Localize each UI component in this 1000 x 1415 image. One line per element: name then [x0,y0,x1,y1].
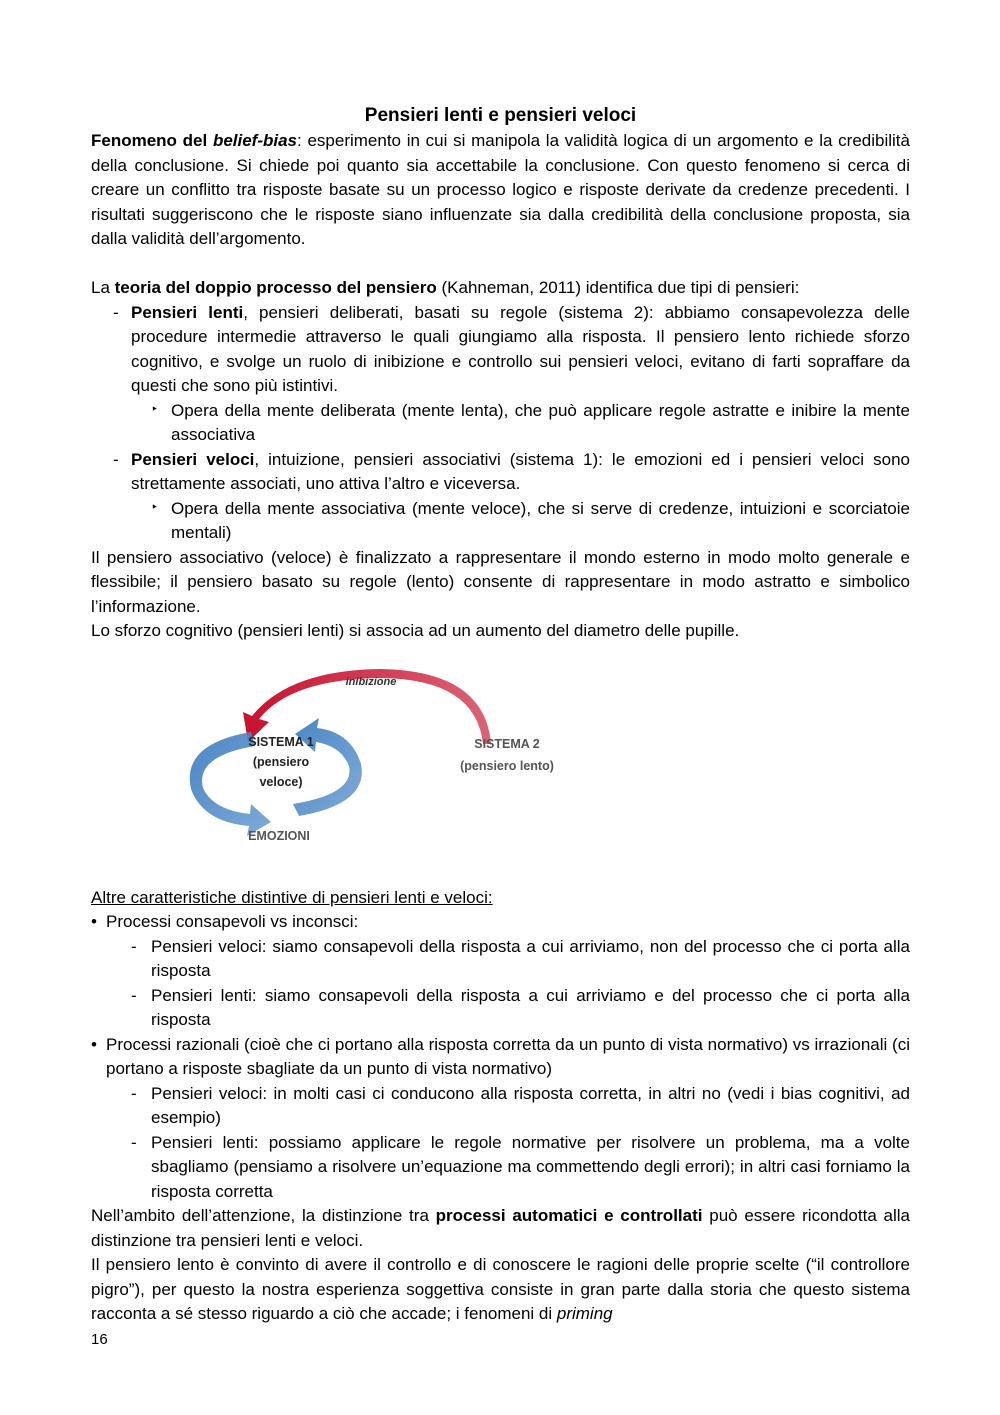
dash-marker: - [131,1083,137,1103]
list-item-conscious-fast [91,935,910,984]
system1-label: SISTEMA 1 [248,734,314,749]
rational-label: Processi razionali (cioè che ci portano alla risposta corretta da un punto di vista normativo) vs irrazionali (ci portano a risposte sbagliate da un punto di vista normativo) [106,1034,910,1078]
triangle-bullet-icon: ‣ [151,401,159,416]
system1-label: (pensiero [252,754,310,769]
bullet-marker: • [91,1034,97,1054]
list-item-fast [91,448,910,497]
fast-sub-text: Opera della mente associativa (mente veloce), che si serve di credenze, intuizioni e scorciatoie mentali) [171,498,910,542]
slow-text: , pensieri deliberati, basati su regole (sistema 2): abbiamo consapevolezza delle procedure intermedie attraverso le quali giungiamo alla risposta. Il pensiero lento richiede sforzo cognitivo, e svolge un ruolo di inibizione e controllo sui pensieri veloci, evitano di farti sopraffare da questi che sono più istintivi. [131,302,910,395]
list-item-conscious [91,910,910,935]
associative-paragraph: Il pensiero associativo (veloce) è finalizzato a rappresentare il mondo esterno in modo molto generale e flessibile; il pensiero basato su regole (lento) consente di rappresentare in modo astratto e simbolico l’informazione. [91,547,910,616]
attention-bold: processi automatici e controllati [435,1206,703,1225]
conscious-slow-text: Pensieri lenti: siamo consapevoli della risposta a cui arriviamo e del processo che ci porta alla risposta [151,985,910,1029]
dash-marker: - [131,1132,137,1152]
belief-bias-term: belief-bias [212,131,298,150]
conscious-fast-text: Pensieri veloci: siamo consapevoli della risposta a cui arriviamo, non del processo che ci porta alla risposta [151,936,910,980]
rational-slow-text: Pensieri lenti: possiamo applicare le regole normative per risolvere un problema, ma a volte sbagliamo (pensiamo a risolvere un’equazione ma commettendo degli errori); in altri casi forniamo la risposta corretta [151,1132,910,1201]
list-item-rational-fast [91,1082,910,1131]
attention-pre: Nell’ambito dell’attenzione, la distinzione tra [91,1206,436,1225]
attention-paragraph [91,1204,910,1253]
other-features-heading-text: Altre caratteristiche distintive di pensieri lenti e veloci: [91,887,493,907]
intro-paragraph [91,129,910,252]
page-content [91,103,910,1327]
list-item-rational-slow [91,1131,910,1205]
triangle-bullet-icon: ‣ [151,499,159,514]
dual-process-diagram [91,644,910,886]
attention-post: può essere ricondotta alla distinzione tra pensieri lenti e veloci. [91,1206,910,1250]
theory-post: (Kahneman, 2011) identifica due tipi di pensieri: [436,278,800,297]
list-item-slow [91,301,910,399]
list-item-conscious-slow [91,984,910,1033]
sub-item-slow [91,399,910,448]
system2-label: SISTEMA 2 [474,736,540,751]
other-features-heading [91,886,910,911]
control-text: Il pensiero lento è convinto di avere il controllo e di conoscere le ragioni delle proprie scelte (“il controllore pigro”), per questo la nostra esperienza soggettiva consiste in gran parte dalla storia che questo sistema racconta a sé stesso riguardo a ciò che accade; i fenomeni di [91,1255,910,1323]
theory-pre: La [91,278,115,297]
dash-marker: - [113,302,119,322]
dash-marker: - [131,985,137,1005]
emotions-label: EMOZIONI [248,828,310,843]
dash-marker: - [113,449,119,469]
thought-types-list [91,301,910,546]
intro-bold: Fenomeno del [91,131,213,150]
theory-paragraph [91,276,910,301]
control-paragraph [91,1253,910,1327]
system1-label: veloce) [259,774,303,789]
rational-fast-text: Pensieri veloci: in molti casi ci conducono alla risposta corretta, in altri no (vedi i bias cognitivi, ad esempio) [151,1083,910,1127]
page-number: 16 [91,1331,108,1348]
priming-term: priming [556,1304,613,1323]
diagram-svg [151,664,611,864]
conscious-label: Processi consapevoli vs inconsci: [106,912,359,931]
theory-bold: teoria del doppio processo del pensiero [114,278,437,297]
sub-item-fast [91,497,910,546]
intro-text: : esperimento in cui si manipola la validità logica di un argomento e la credibilità della conclusione. Si chiede poi quanto sia accettabile la conclusione. Con questo fenomeno si cerca di creare un conflitto tra risposte basate su un processo logico e risposte derivate da credenze precedenti. I risultati suggeriscono che le risposte siano influenzate sia dalla credibilità della conclusione proposta, sia dalla validità dell’argomento. [91,131,910,248]
inhibition-label: inibizione [345,675,397,688]
page-title: Pensieri lenti e pensieri veloci [364,105,637,126]
slow-sub-text: Opera della mente deliberata (mente lenta), che può applicare regole astratte e inibire la mente associativa [171,400,910,444]
slow-bold: Pensieri lenti [131,302,244,322]
dash-marker: - [131,936,137,956]
fast-text: , intuizione, pensieri associativi (sistema 1): le emozioni ed i pensieri veloci sono strettamente associati, uno attiva l’altro e viceversa. [131,449,910,493]
list-item-rational [91,1033,910,1082]
effort-paragraph: Lo sforzo cognitivo (pensieri lenti) si associa ad un aumento del diametro delle pupille. [91,621,740,640]
system2-label: (pensiero lento) [460,758,554,773]
bullet-marker: • [91,912,97,931]
fast-bold: Pensieri veloci [131,449,255,469]
